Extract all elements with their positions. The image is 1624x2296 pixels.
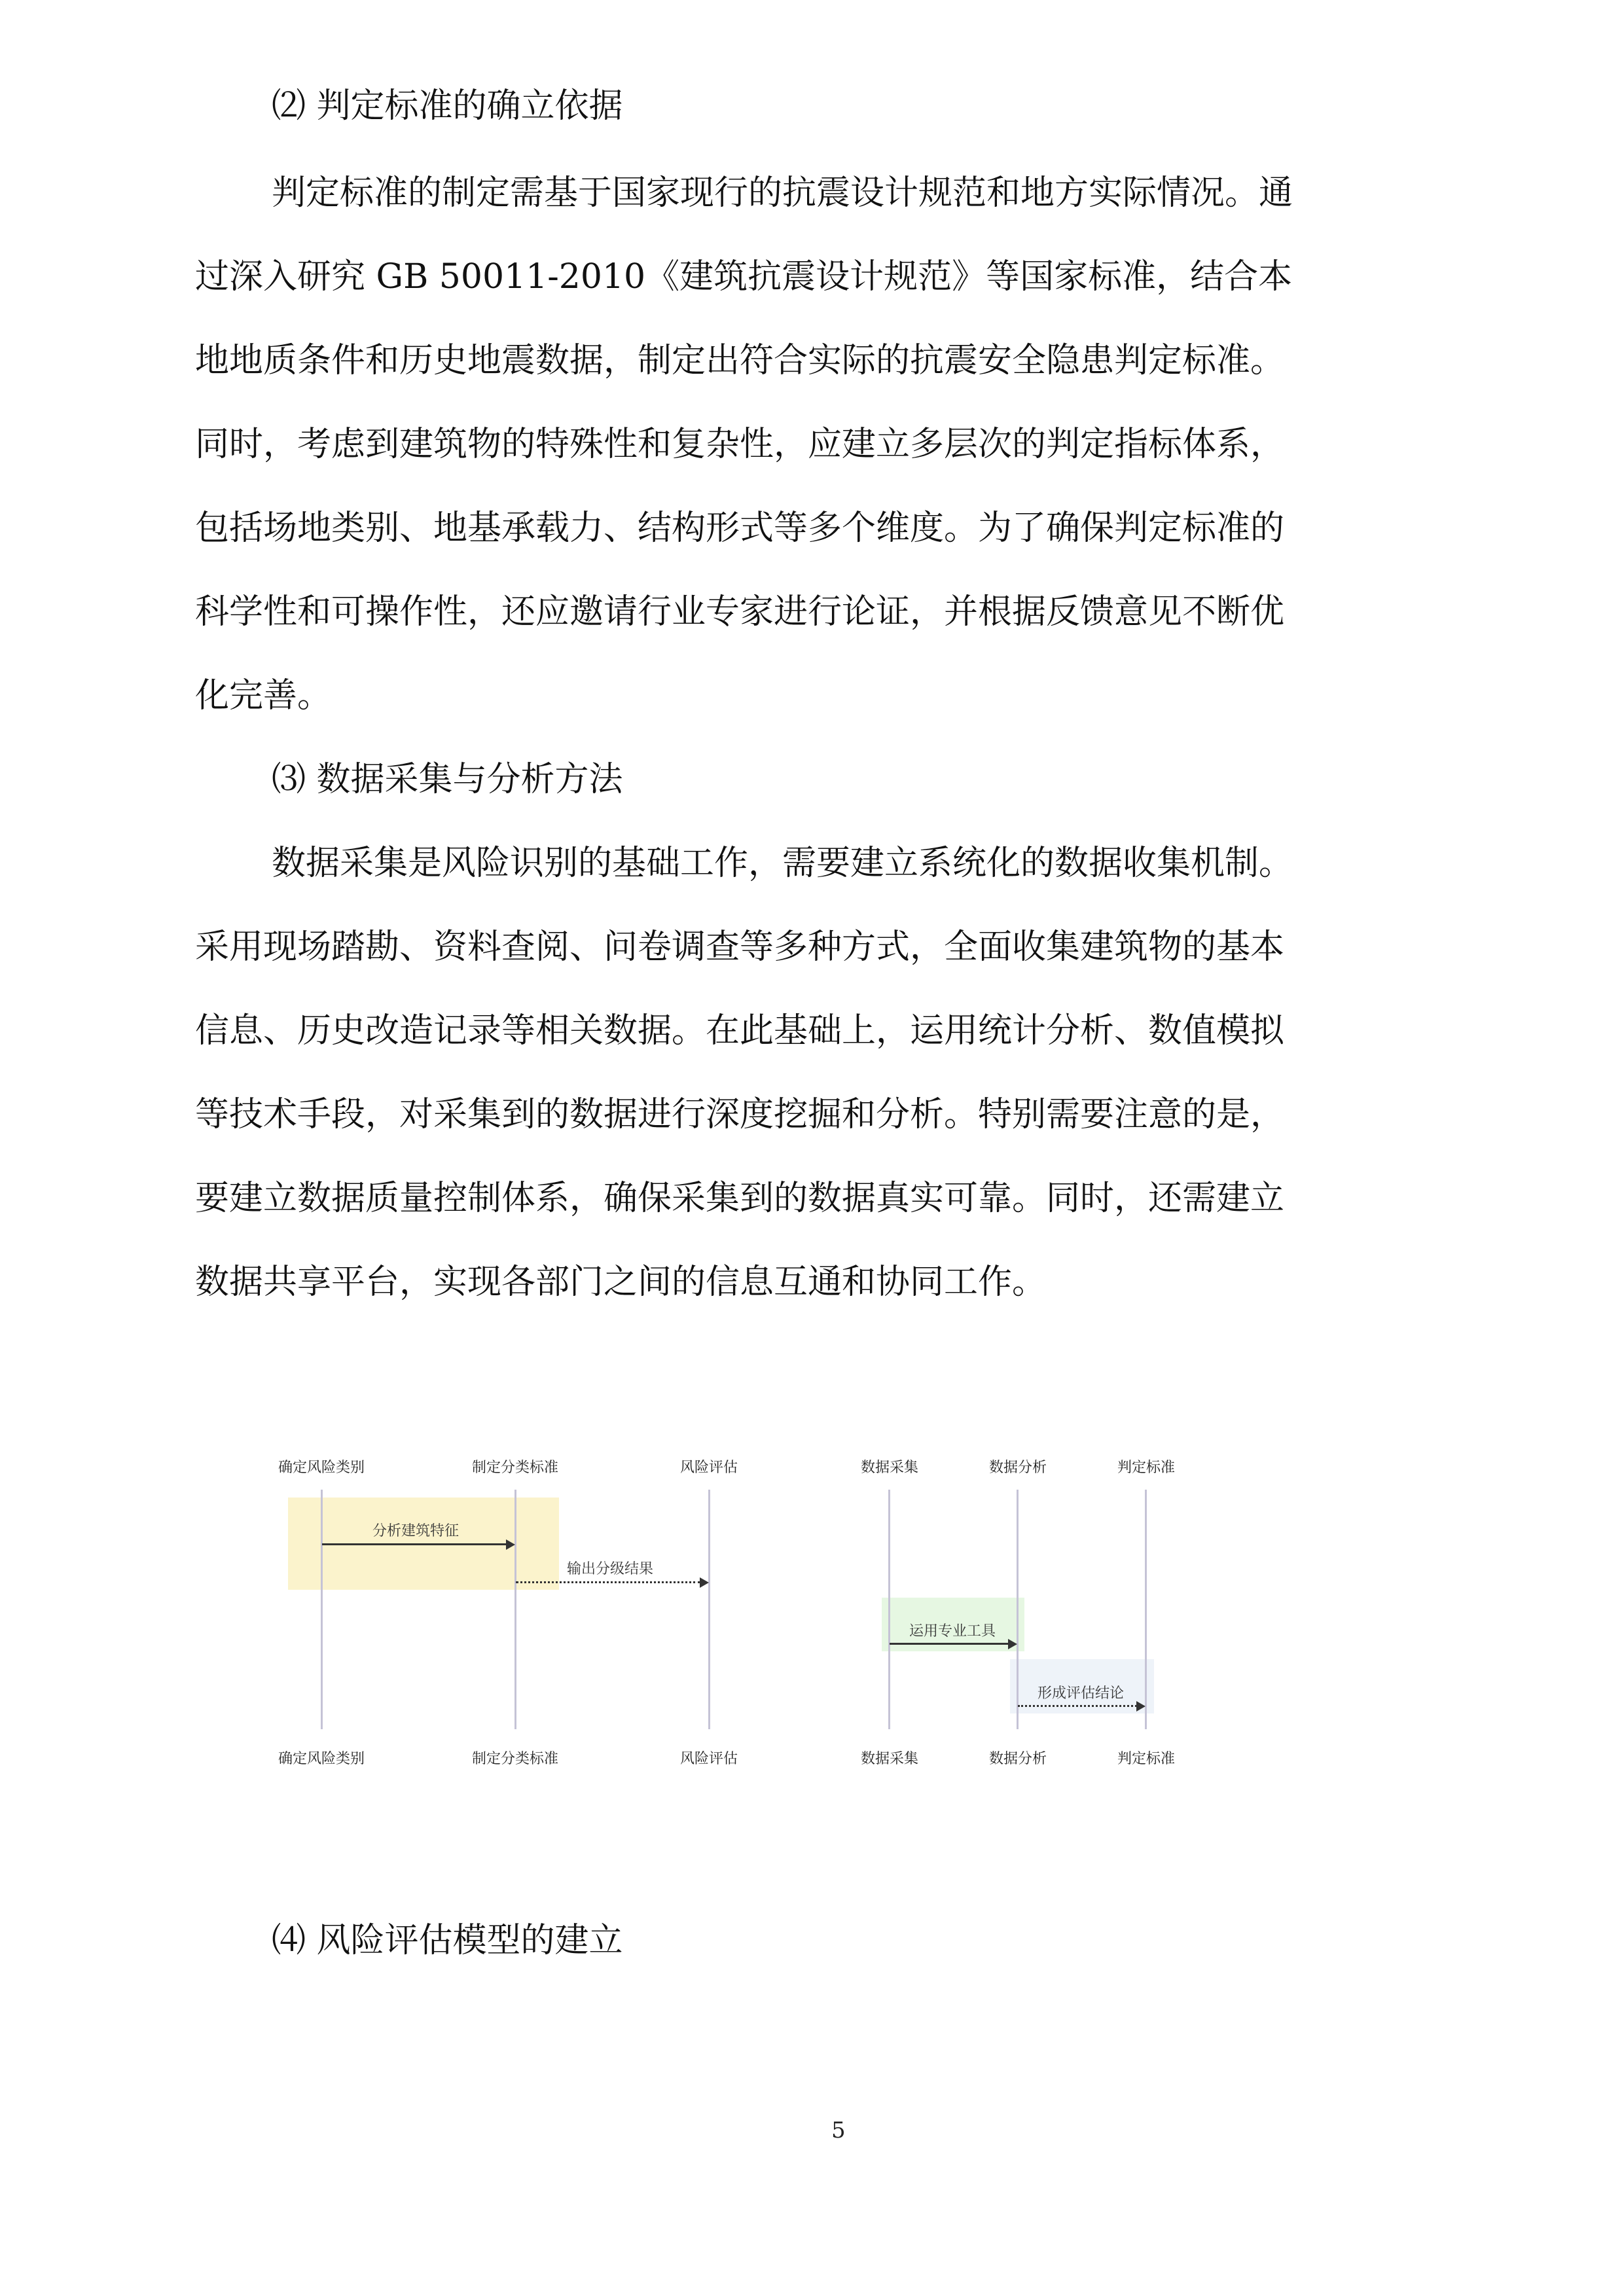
lifeline [514, 1490, 516, 1729]
paragraph-line: 要建立数据质量控制体系，确保采集到的数据真实可靠。同时，还需建立 [195, 1179, 1285, 1218]
paragraph-line: 科学性和可操作性，还应邀请行业专家进行论证，并根据反馈意见不断优 [195, 592, 1285, 632]
message-arrow [516, 1581, 700, 1583]
paragraph-line: 判定标准的制定需基于国家现行的抗震设计规范和地方实际情况。通 [272, 173, 1293, 213]
paragraph-line: 地地质条件和历史地震数据，制定出符合实际的抗震安全隐患判定标准。 [195, 341, 1285, 380]
actor-label-top: 确定风险类别 [278, 1460, 365, 1476]
actor-label-bottom: 确定风险类别 [278, 1751, 365, 1767]
actor-label-top: 数据采集 [860, 1460, 919, 1476]
lifeline [708, 1490, 710, 1729]
message-label: 形成评估结论 [1037, 1685, 1125, 1702]
sequence-diagram-1 [249, 1427, 772, 1859]
paragraph-line: 数据采集是风险识别的基础工作，需要建立系统化的数据收集机制。 [272, 844, 1293, 883]
paragraph-line: 等技术手段，对采集到的数据进行深度挖掘和分析。特别需要注意的是， [195, 1095, 1285, 1134]
message-arrow [890, 1643, 1009, 1645]
arrowhead-icon [1008, 1639, 1017, 1649]
page-number: 5 [831, 2117, 846, 2144]
paragraph-line: 化完善。 [195, 676, 332, 715]
message-arrow [322, 1543, 507, 1545]
message-label: 运用专业工具 [909, 1623, 996, 1640]
paragraph-line: 采用现场踏勘、资料查阅、问卷调查等多种方式，全面收集建筑物的基本 [195, 927, 1285, 967]
lifeline [1017, 1490, 1019, 1729]
paragraph-line: 同时，考虑到建筑物的特殊性和复杂性，应建立多层次的判定指标体系， [195, 425, 1285, 464]
message-label: 输出分级结果 [566, 1561, 654, 1577]
paragraph-line: 信息、历史改造记录等相关数据。在此基础上，运用统计分析、数值模拟 [195, 1011, 1285, 1050]
actor-label-bottom: 风险评估 [679, 1751, 738, 1767]
actor-label-top: 制定分类标准 [471, 1460, 559, 1476]
actor-label-top: 判定标准 [1117, 1460, 1176, 1476]
message-arrow [1018, 1705, 1137, 1707]
actor-label-bottom: 判定标准 [1117, 1751, 1176, 1767]
actor-label-top: 数据分析 [988, 1460, 1047, 1476]
section-heading-3: ⑶ 数据采集与分析方法 [272, 760, 623, 799]
actor-label-top: 风险评估 [679, 1460, 738, 1476]
arrowhead-icon [1136, 1701, 1146, 1712]
section-heading-2: ⑵ 判定标准的确立依据 [272, 86, 623, 126]
lifeline [888, 1490, 890, 1729]
paragraph-line: 包括场地类别、地基承载力、结构形式等多个维度。为了确保判定标准的 [195, 509, 1285, 548]
paragraph-line: 过深入研究 GB 50011-2010《建筑抗震设计规范》等国家标准，结合本 [195, 257, 1293, 296]
actor-label-bottom: 数据分析 [988, 1751, 1047, 1767]
paragraph-line: 数据共享平台，实现各部门之间的信息互通和协同工作。 [195, 1263, 1047, 1302]
actor-label-bottom: 制定分类标准 [471, 1751, 559, 1767]
arrowhead-icon [700, 1577, 709, 1588]
section-heading-4: ⑷ 风险评估模型的建立 [272, 1921, 623, 1960]
lifeline [321, 1490, 323, 1729]
message-label: 分析建筑特征 [372, 1523, 460, 1539]
actor-label-bottom: 数据采集 [860, 1751, 919, 1767]
arrowhead-icon [506, 1539, 515, 1550]
sequence-diagram-2 [851, 1427, 1375, 1859]
lifeline [1145, 1490, 1147, 1729]
